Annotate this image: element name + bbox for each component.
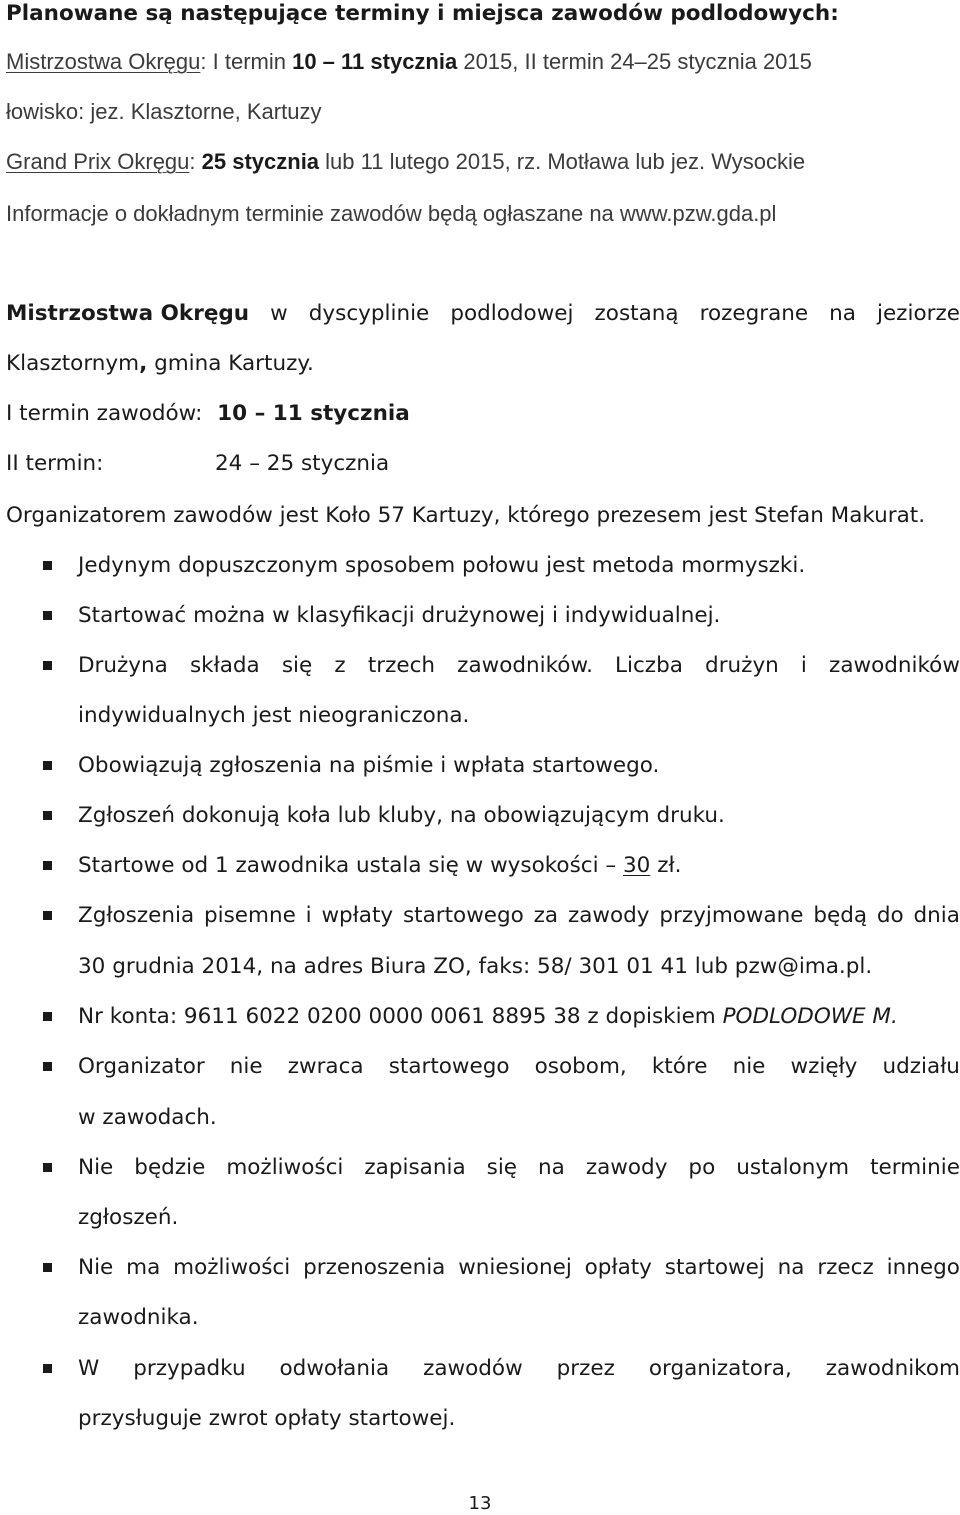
word: rzecz: [817, 1255, 874, 1280]
rule-item-continuation: zgłoszeń.: [78, 1205, 179, 1230]
word: wniesionej: [458, 1255, 572, 1280]
word: Drużyna: [78, 653, 168, 678]
word: do: [876, 903, 904, 928]
word: startowego: [388, 1054, 510, 1079]
word: dnia: [913, 903, 960, 928]
word: z: [334, 653, 346, 678]
word: zawody: [585, 1155, 668, 1180]
bullet-icon: [43, 861, 52, 870]
word: Nie: [78, 1155, 114, 1180]
rule-item-continuation: zawodnika.: [78, 1305, 199, 1330]
word: Nie: [78, 1255, 114, 1280]
word: będzie: [134, 1155, 206, 1180]
word: W: [78, 1356, 100, 1381]
word: w: [270, 301, 288, 326]
word: i: [305, 903, 312, 928]
word: trzech: [367, 653, 436, 678]
word: ustalonym: [736, 1155, 850, 1180]
rule-item: [78, 1053, 960, 1081]
word: wpłaty: [321, 903, 394, 928]
rule-item: Zgłoszeń dokonują koła lub kluby, na obowiązującym druku.: [78, 803, 725, 828]
transfer-note: PODLODOWE M.: [722, 1004, 898, 1029]
rule-item: Startowe od 1 zawodnika ustala się w wysokości – 30 zł.: [78, 853, 682, 878]
first-term-label: I termin zawodów:: [6, 401, 203, 426]
rule-item: [78, 652, 960, 680]
rule-item: Startować można w klasyfikacji drużynowej i indywidualnej.: [78, 603, 721, 628]
word: zawodnikom: [825, 1356, 960, 1381]
word: innego: [886, 1255, 960, 1280]
word: startowego: [402, 903, 524, 928]
second-term-line: [6, 450, 960, 478]
word: na: [538, 1155, 565, 1180]
word: startowej: [664, 1255, 765, 1280]
first-term-value: 10 – 11 stycznia: [217, 401, 410, 426]
word: opłaty: [584, 1255, 652, 1280]
word: Organizator: [78, 1054, 205, 1079]
word: i: [800, 653, 807, 678]
rule-item-continuation: 30 grudnia 2014, na adres Biura ZO, faks: 58/ 301 01 41 lub pzw@ima.pl.: [78, 954, 873, 979]
word: zapisania: [364, 1155, 466, 1180]
rule-item: [78, 902, 960, 930]
bullet-icon: [43, 911, 52, 920]
bullet-icon: [43, 1364, 52, 1373]
word: pisemne: [203, 903, 296, 928]
bullet-icon: [43, 561, 52, 570]
word: będą: [813, 903, 868, 928]
word: zostaną: [594, 301, 679, 326]
word: za: [533, 903, 559, 928]
word: drużyn: [705, 653, 779, 678]
first-term-dates: 10 – 11 stycznia: [292, 49, 458, 74]
word: przez: [556, 1356, 615, 1381]
word: które: [651, 1054, 708, 1079]
rule-item: Obowiązują zgłoszenia na piśmie i wpłata startowego.: [78, 753, 660, 778]
word: zawody: [567, 903, 650, 928]
first-term-line: [6, 400, 960, 428]
second-term-value: 24 – 25 stycznia: [215, 451, 390, 476]
word: Zgłoszenia: [78, 903, 195, 928]
word: nie: [732, 1054, 766, 1079]
info-line: Informacje o dokładnym terminie zawodów będą ogłaszane na www.pzw.gda.pl: [6, 201, 777, 226]
word: rozegrane: [699, 301, 809, 326]
rule-item: [78, 1254, 960, 1282]
word: jeziorze: [876, 301, 960, 326]
word: na: [829, 301, 856, 326]
grand-prix-date: 25 stycznia: [201, 149, 320, 174]
page-number: 13: [468, 1493, 492, 1514]
bullet-icon: [43, 611, 52, 620]
word: terminie: [870, 1155, 960, 1180]
word: na: [777, 1255, 805, 1280]
word: osobom,: [534, 1054, 627, 1079]
mistrzostwa-label: Mistrzostwa Okręgu: [6, 49, 201, 74]
word: przypadku: [133, 1356, 246, 1381]
word: się: [281, 653, 313, 678]
bullet-icon: [43, 1012, 52, 1021]
rule-item: [78, 1003, 960, 1031]
rule-item-continuation: w zawodach.: [78, 1105, 217, 1130]
word: udziału: [882, 1054, 960, 1079]
rule-item: [78, 1154, 960, 1182]
word: Mistrzostwa Okręgu: [6, 301, 250, 326]
bullet-icon: [43, 1163, 52, 1172]
word: się: [486, 1155, 518, 1180]
word: zawodników.: [457, 653, 593, 678]
rule-item-continuation: indywidualnych jest nieograniczona.: [78, 703, 470, 728]
section-intro-line1: [6, 300, 960, 328]
mistrzostwa-schedule-line: Mistrzostwa Okręgu: I termin 10 – 11 stycznia 2015, II termin 24–25 stycznia 2015: [6, 49, 812, 74]
lowisko-line: łowisko: jez. Klasztorne, Kartuzy: [6, 99, 322, 124]
document-heading: Planowane są następujące terminy i miejsca zawodów podlodowych:: [6, 1, 839, 26]
word: odwołania: [279, 1356, 390, 1381]
word: możliwości: [173, 1255, 291, 1280]
bullet-icon: [43, 761, 52, 770]
section-intro-line2: Klasztornym, gmina Kartuzy.: [6, 351, 314, 376]
account-number: Nr konta: 9611 6022 0200 0000 0061 8895 38 z dopiskiem: [78, 1004, 723, 1029]
organizer-line: Organizatorem zawodów jest Koło 57 Kartuzy, którego prezesem jest Stefan Makurat.: [6, 503, 926, 528]
rule-item-continuation: przysługuje zwrot opłaty startowej.: [78, 1406, 456, 1431]
bullet-icon: [43, 811, 52, 820]
word: przyjmowane: [659, 903, 804, 928]
word: po: [688, 1155, 716, 1180]
bullet-icon: [43, 1263, 52, 1272]
bullet-icon: [43, 1062, 52, 1071]
word: możliwości: [226, 1155, 344, 1180]
grand-prix-line: Grand Prix Okręgu: 25 stycznia lub 11 lutego 2015, rz. Motława lub jez. Wysockie: [6, 149, 806, 174]
word: zawodów: [423, 1356, 523, 1381]
rule-item: [78, 1355, 960, 1383]
word: podlodowej: [450, 301, 574, 326]
grand-prix-label: Grand Prix Okręgu: [6, 149, 190, 174]
second-term-label: II termin:: [6, 451, 104, 476]
word: składa: [189, 653, 260, 678]
bullet-icon: [43, 661, 52, 670]
word: zwraca: [287, 1054, 364, 1079]
fee-amount: 30: [623, 853, 651, 878]
rule-item: Jedynym dopuszczonym sposobem połowu jest metoda mormyszki.: [78, 553, 806, 578]
word: Liczba: [615, 653, 683, 678]
word: zawodników: [829, 653, 960, 678]
word: wzięły: [790, 1054, 858, 1079]
word: nie: [229, 1054, 263, 1079]
word: ma: [126, 1255, 161, 1280]
word: dyscyplinie: [308, 301, 430, 326]
word: organizatora,: [648, 1356, 792, 1381]
word: przenoszenia: [303, 1255, 446, 1280]
